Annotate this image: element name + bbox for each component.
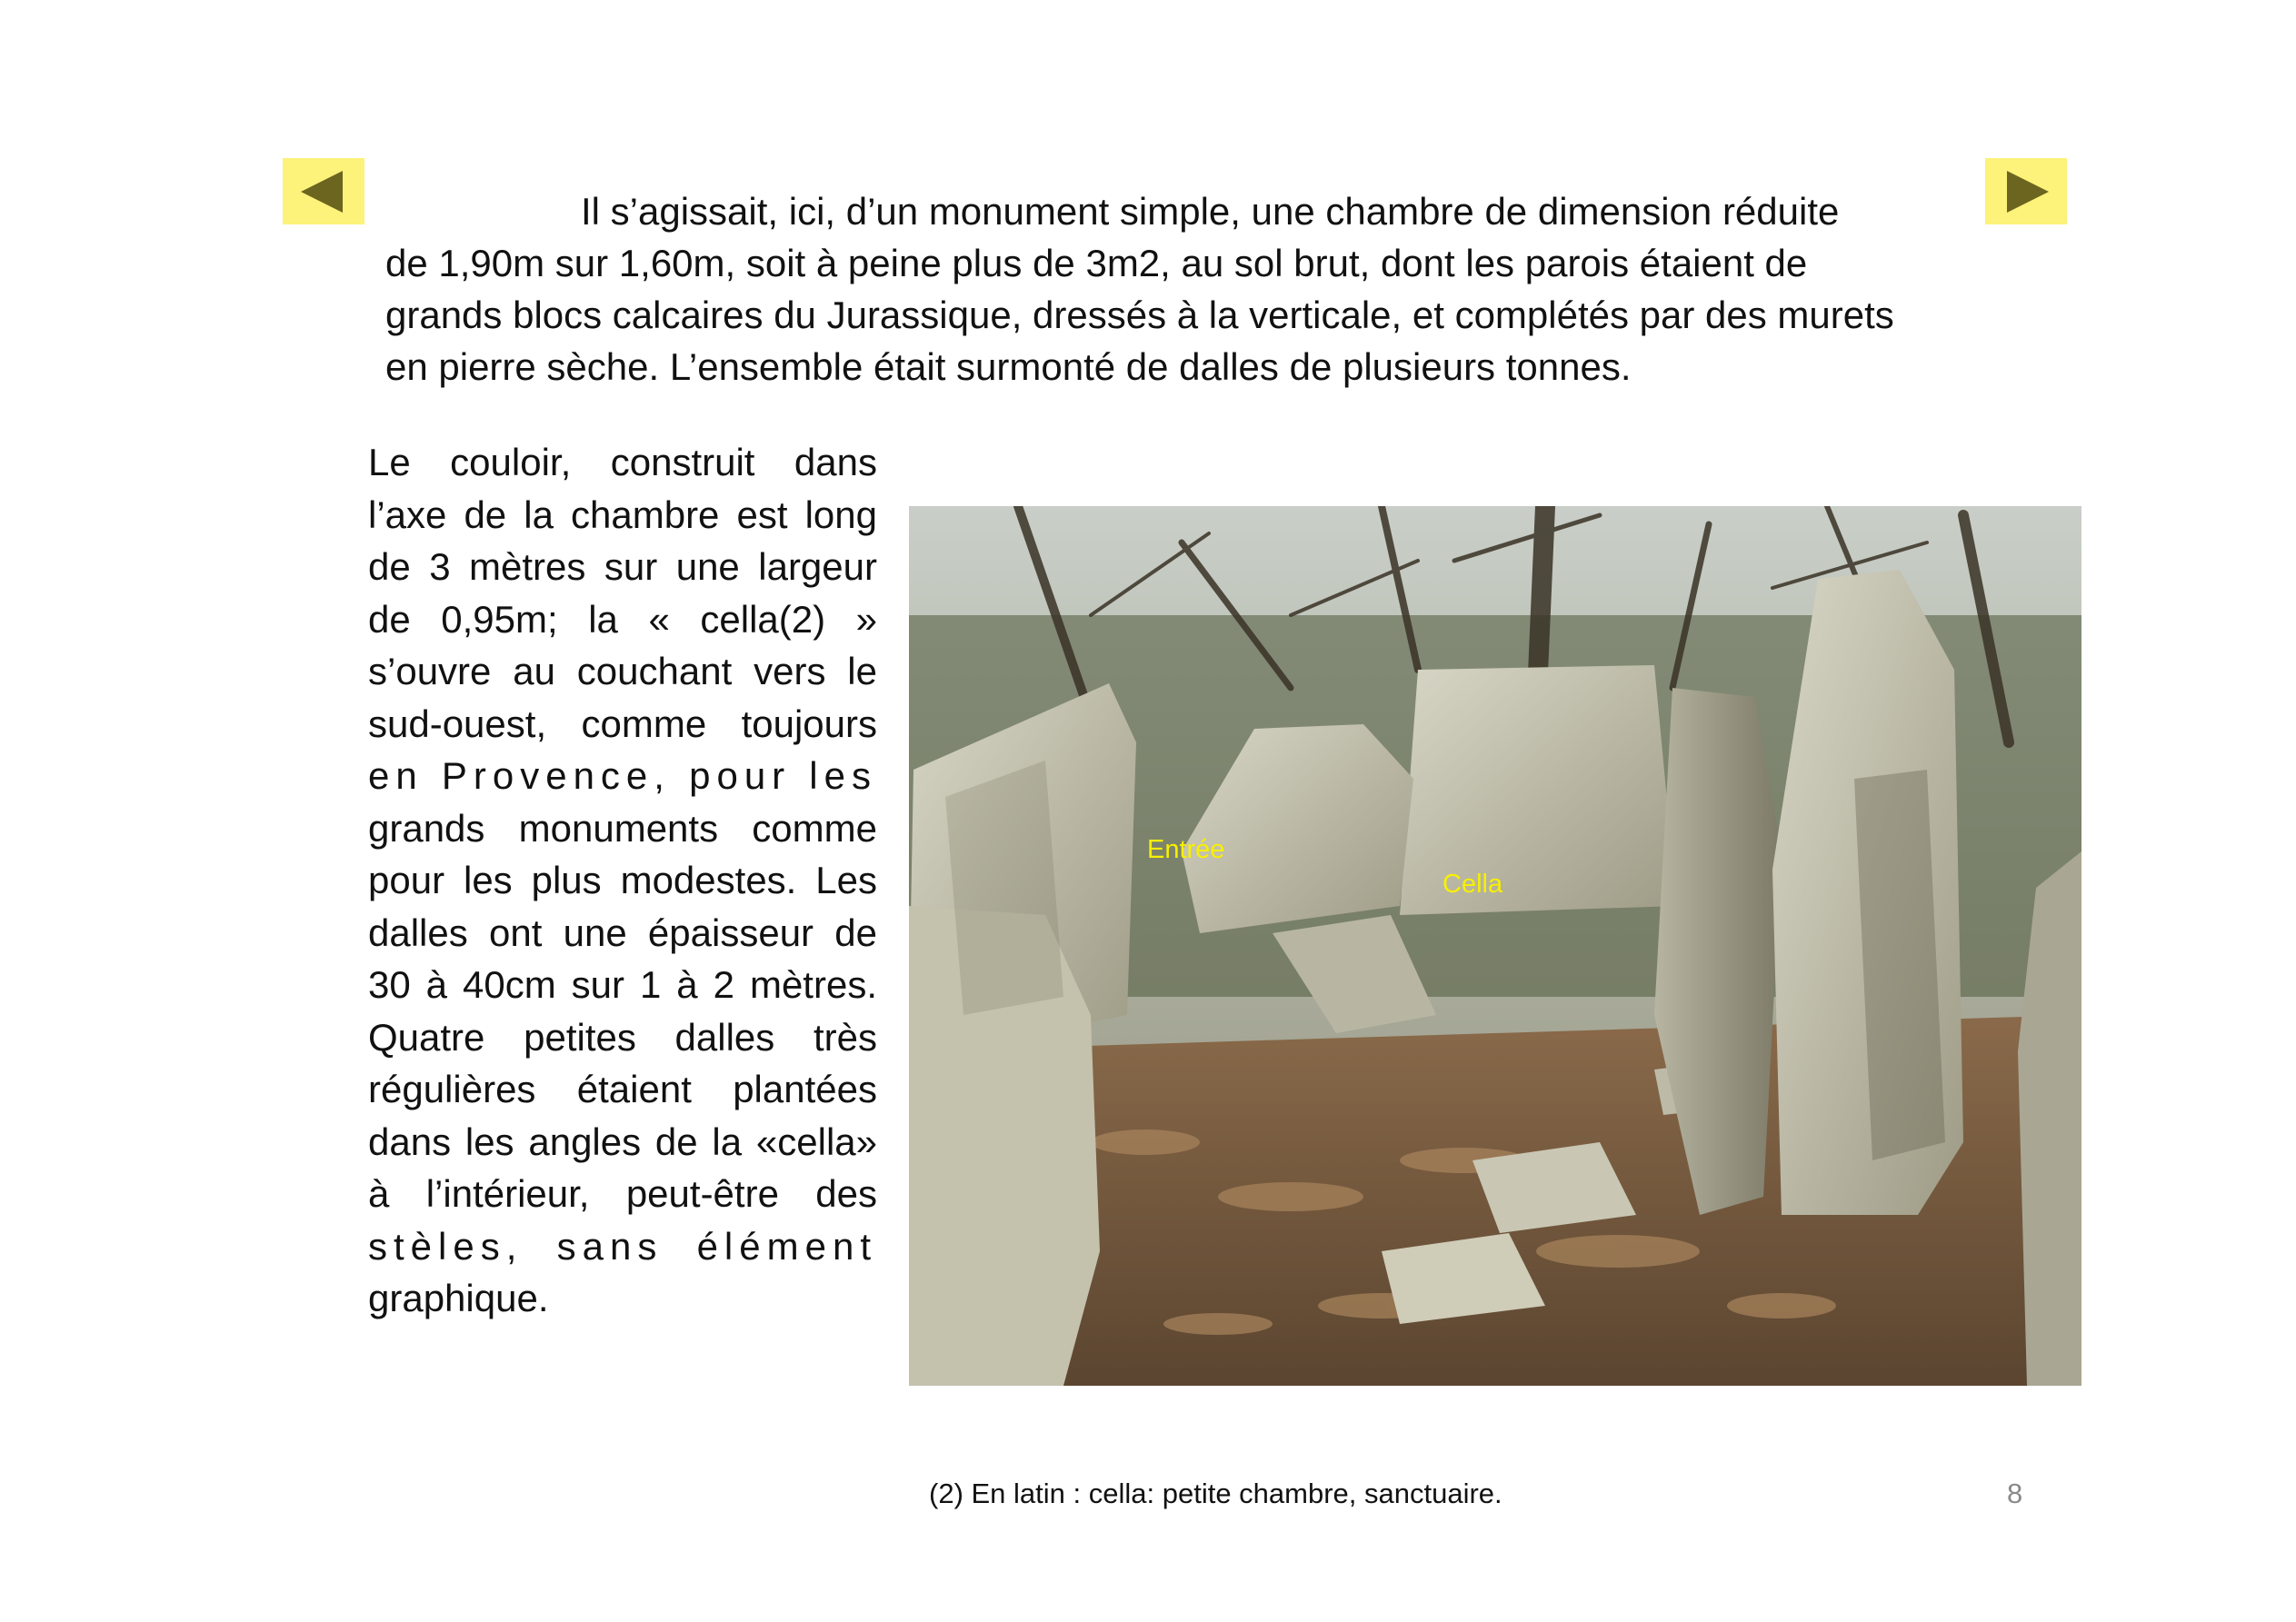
side-line: Quatre petites dalles très (368, 1015, 877, 1059)
side-line: Le couloir, construit dans (368, 441, 877, 483)
side-line: s’ouvre au couchant vers le (368, 650, 877, 692)
side-line: grands monuments comme (368, 806, 877, 850)
intro-line: en pierre sèche. L’ensemble était surmonté de dalles de plusieurs tonnes. (385, 345, 1632, 388)
side-line: l’axe de la chambre est long (368, 493, 877, 536)
intro-line: grands blocs calcaires du Jurassique, dressés à la verticale, et complétés par des murets (385, 294, 1894, 336)
footnote: (2) En latin : cella: petite chambre, sanctuaire. (929, 1478, 1502, 1509)
dolmen-illustration (909, 506, 2081, 1386)
side-line: dalles ont une épaisseur de (368, 911, 877, 954)
photo-label-cella: Cella (1442, 870, 1503, 899)
next-slide-button[interactable] (1985, 158, 2067, 224)
side-line: sud-ouest, comme toujours (368, 702, 877, 745)
side-line: pour les plus modestes. Les (368, 859, 877, 901)
intro-paragraph (385, 185, 1967, 393)
side-line: à l’intérieur, peut-être des (368, 1172, 877, 1215)
previous-slide-button[interactable] (283, 158, 364, 224)
intro-line: de 1,90m sur 1,60m, soit à peine plus de 3m2, au sol brut, dont les parois étaient de (385, 242, 1808, 284)
side-line: 30 à 40cm sur 1 à 2 mètres. (368, 963, 877, 1006)
side-line: de 0,95m; la « cella(2) » (368, 597, 877, 641)
side-line: dans les angles de la «cella» (368, 1119, 877, 1163)
triangle-right-icon (1985, 158, 2067, 224)
dolmen-photo (909, 506, 2081, 1386)
photo-label-entree: Entrée (1147, 835, 1225, 864)
page-number: 8 (2007, 1478, 2023, 1509)
intro-line: Il s’agissait, ici, d’un monument simple, une chambre de dimension réduite (581, 190, 1840, 233)
side-line: de 3 mètres sur une largeur (368, 545, 877, 588)
side-line: stèles, sans élément (368, 1224, 877, 1268)
side-line: graphique. (368, 1277, 549, 1319)
triangle-left-icon (283, 158, 364, 224)
side-line: en Provence, pour les (368, 754, 877, 797)
side-paragraph (368, 436, 877, 1325)
side-line: régulières étaient plantées (368, 1068, 877, 1110)
